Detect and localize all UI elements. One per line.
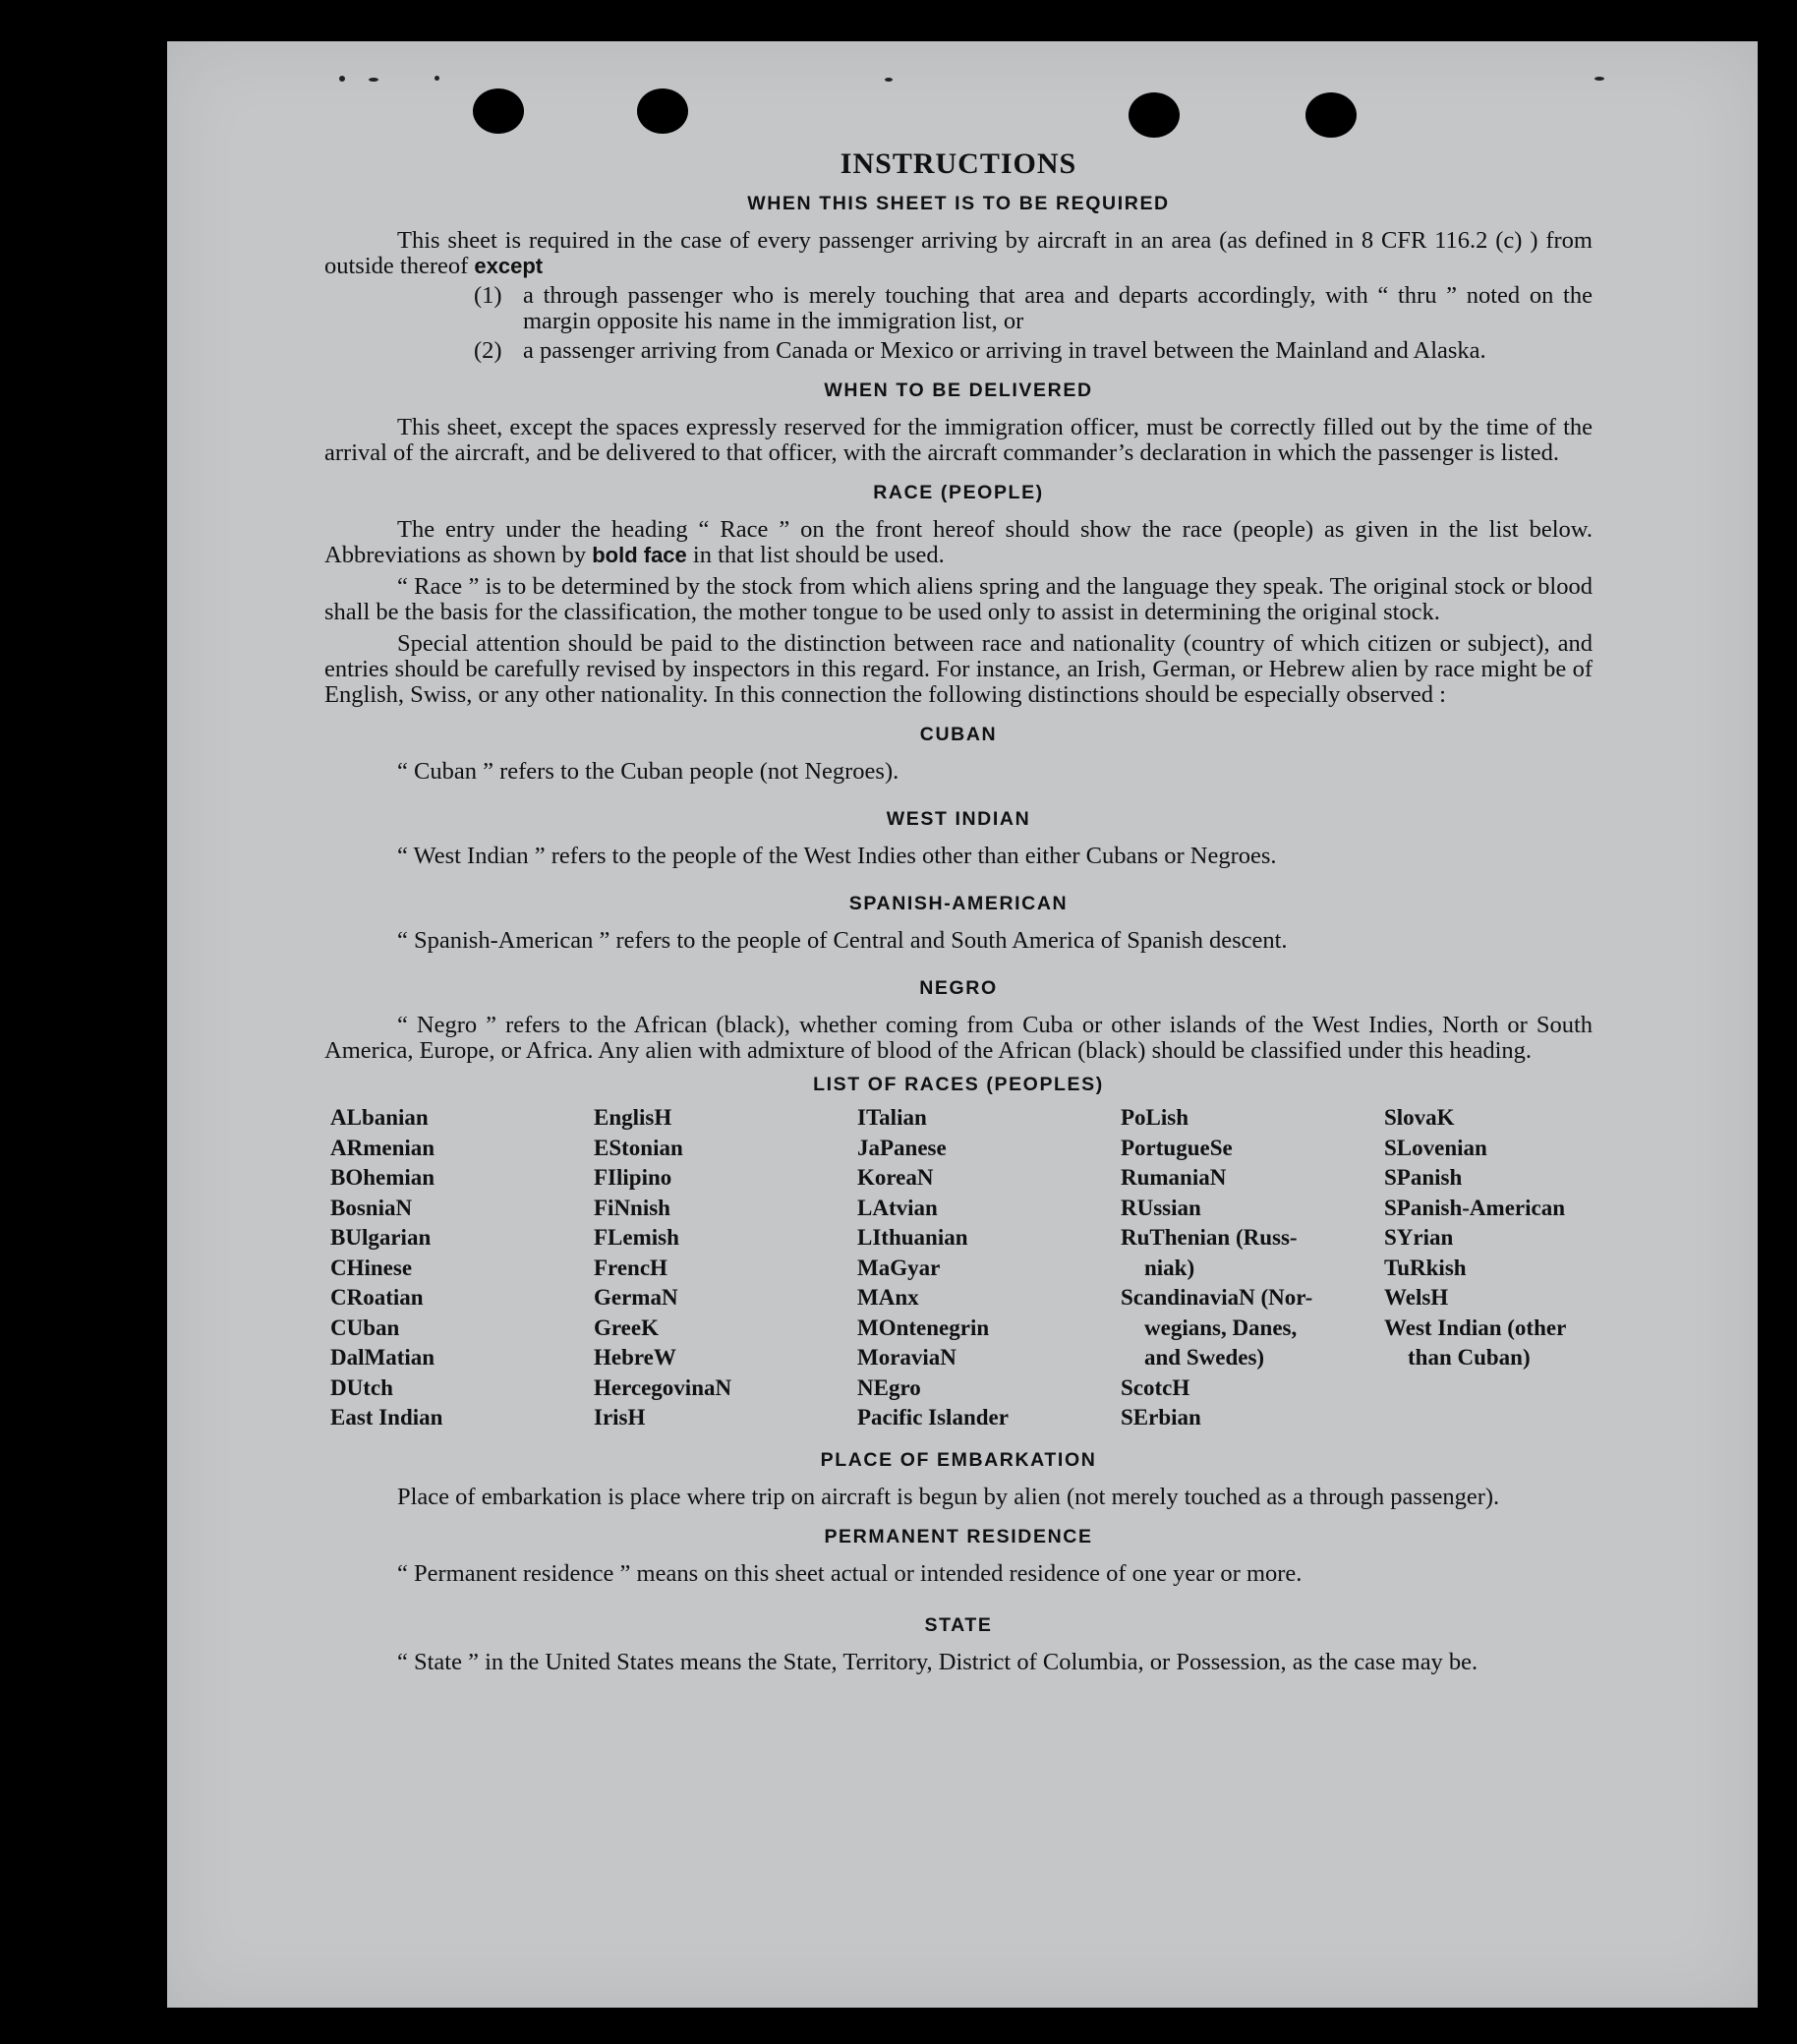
race-item-continuation: wegians, Danes, <box>1144 1314 1298 1340</box>
paragraph-permanent-residence: “ Permanent residence ” means on this sheet actual or intended residence of one year or more. <box>397 1559 1303 1587</box>
page-title: INSTRUCTIONS <box>840 147 1077 180</box>
section-heading-cuban: CUBAN <box>919 724 998 745</box>
section-heading-negro: NEGRO <box>919 977 998 999</box>
document-sheet <box>167 41 1758 2008</box>
race-item: SYrian <box>1384 1225 1454 1250</box>
race-item-continuation: than Cuban) <box>1408 1345 1531 1370</box>
punch-hole <box>1129 92 1180 138</box>
condition-text: a passenger arriving from Canada or Mexico or arriving in travel between the Mainland and Alaska. <box>523 337 1486 364</box>
race-item: SPanish <box>1384 1165 1463 1190</box>
paragraph-text: in that list should be used. <box>692 542 945 568</box>
section-heading-race: RACE (PEOPLE) <box>873 482 1044 503</box>
race-item: RUssian <box>1121 1195 1201 1220</box>
race-column-2 <box>594 1103 857 1433</box>
punch-hole <box>637 88 688 134</box>
race-list <box>324 1103 1593 1433</box>
race-item: KoreaN <box>857 1165 934 1190</box>
paragraph-west-indian: “ West Indian ” refers to the people of the West Indies other than either Cubans or Negroes. <box>397 843 1277 869</box>
race-item: SLovenian <box>1384 1135 1487 1160</box>
race-item: BUlgarian <box>330 1225 432 1250</box>
race-item: MaGyar <box>857 1255 941 1280</box>
punch-hole <box>1305 92 1357 138</box>
race-item: DalMatian <box>330 1345 435 1370</box>
race-item: NEgro <box>857 1374 921 1400</box>
race-item: HebreW <box>594 1345 676 1370</box>
race-item: ScotcH <box>1121 1374 1190 1400</box>
race-item: ScandinaviaN (Nor- <box>1121 1285 1313 1310</box>
section-heading-list-of-races: LIST OF RACES (PEOPLES) <box>813 1074 1104 1095</box>
paragraph-spanish-american: “ Spanish-American ” refers to the people of Central and South America of Spanish descent. <box>397 927 1288 954</box>
condition-number: (1) <box>474 282 502 309</box>
condition-item-2 <box>474 338 1593 364</box>
race-item: ARmenian <box>330 1135 435 1160</box>
section-heading-delivered: WHEN TO BE DELIVERED <box>824 380 1093 401</box>
section-heading-west-indian: WEST INDIAN <box>886 808 1031 830</box>
race-item: CHinese <box>330 1255 413 1280</box>
race-column-5 <box>1384 1103 1598 1433</box>
paragraph-text: The entry under the heading “ Race ” on the front hereof should show the race (people) as given in the list below. Abbreviations as shown by <box>324 516 1593 568</box>
race-item-continuation: and Swedes) <box>1144 1345 1265 1370</box>
race-item: SPanish-American <box>1384 1195 1565 1220</box>
race-item: RuThenian (Russ- <box>1121 1225 1298 1250</box>
keyword-except: except <box>474 254 544 278</box>
race-item: RumaniaN <box>1121 1165 1227 1190</box>
keyword-bold-face: bold face <box>592 543 687 567</box>
scan-speck <box>1594 77 1604 81</box>
section-heading-permanent-residence: PERMANENT RESIDENCE <box>824 1525 1093 1548</box>
race-item: SErbian <box>1121 1405 1201 1430</box>
paragraph-state: “ State ” in the United States means the State, Territory, District of Columbia, or Possession, as the case may be. <box>397 1648 1478 1675</box>
race-item: FiNnish <box>594 1195 670 1220</box>
race-item: BosniaN <box>330 1195 413 1220</box>
condition-text: a through passenger who is merely touching that area and departs accordingly, with “ thru ” noted on the margin opposite his name in the immigration list, or <box>523 282 1593 334</box>
paragraph-required <box>324 228 1593 279</box>
race-item: GreeK <box>594 1314 659 1340</box>
paragraph-embarkation: Place of embarkation is place where trip on aircraft is begun by alien (not merely touched as a through passenger). <box>397 1483 1500 1510</box>
paragraph-delivered: This sheet, except the spaces expressly reserved for the immigration officer, must be correctly filled out by the time of the arrival of the aircraft, and be delivered to that officer, with the aircraft commander’s declaration in which the passenger is listed. <box>324 414 1593 466</box>
scan-speck <box>369 78 378 82</box>
race-item: MoraviaN <box>857 1345 956 1370</box>
race-item: CRoatian <box>330 1285 424 1310</box>
race-column-4 <box>1121 1103 1384 1433</box>
race-item: FLemish <box>594 1225 679 1250</box>
race-item: PortugueSe <box>1121 1135 1233 1160</box>
scan-speck <box>339 76 345 82</box>
race-item: MAnx <box>857 1285 919 1310</box>
race-item: East Indian <box>330 1405 443 1430</box>
race-item: BOhemian <box>330 1165 435 1190</box>
race-item: JaPanese <box>857 1135 947 1160</box>
race-item: West Indian (other <box>1384 1314 1567 1340</box>
race-column-3 <box>857 1103 1121 1433</box>
section-heading-embarkation: PLACE OF EMBARKATION <box>820 1448 1097 1471</box>
race-item: WelsH <box>1384 1285 1449 1310</box>
race-item-continuation: niak) <box>1144 1255 1195 1280</box>
condition-item-1 <box>474 283 1593 334</box>
scan-speck <box>435 76 439 81</box>
race-item: ITalian <box>857 1105 927 1130</box>
race-item: ALbanian <box>330 1105 429 1130</box>
race-item: SlovaK <box>1384 1105 1455 1130</box>
paragraph-race-2: “ Race ” is to be determined by the stock from which aliens spring and the language they speak. The original stock or blood shall be the basis for the classification, the mother tongue to be used only to assist in determining the original stock. <box>324 573 1593 625</box>
race-item: FIlipino <box>594 1165 672 1190</box>
race-item: EnglisH <box>594 1105 672 1130</box>
section-heading-required: WHEN THIS SHEET IS TO BE REQUIRED <box>747 193 1170 214</box>
section-heading-state: STATE <box>924 1613 993 1636</box>
race-item: DUtch <box>330 1374 393 1400</box>
race-item: Pacific Islander <box>857 1405 1009 1430</box>
race-item: LIthuanian <box>857 1225 968 1250</box>
race-item: MOntenegrin <box>857 1314 990 1340</box>
instructions-content <box>324 147 1593 1675</box>
race-item: HercegovinaN <box>594 1374 732 1400</box>
race-item: PoLish <box>1121 1105 1189 1130</box>
race-item: EStonian <box>594 1135 683 1160</box>
race-item: GermaN <box>594 1285 678 1310</box>
paragraph-cuban: “ Cuban ” refers to the Cuban people (not Negroes). <box>397 758 899 785</box>
race-item: FrencH <box>594 1255 667 1280</box>
race-item: IrisH <box>594 1405 646 1430</box>
punch-hole <box>473 88 524 134</box>
race-item: CUban <box>330 1314 400 1340</box>
paragraph-text: This sheet is required in the case of every passenger arriving by aircraft in an area (as defined in 8 CFR 116.2 (c) ) from outside thereof <box>324 227 1593 279</box>
race-item: LAtvian <box>857 1195 938 1220</box>
section-heading-spanish-american: SPANISH-AMERICAN <box>848 893 1069 914</box>
paragraph-negro: “ Negro ” refers to the African (black), whether coming from Cuba or other islands of the West Indies, North or South America, Europe, or Africa. Any alien with admixture of blood of the African (black) should be classified under this heading. <box>324 1012 1593 1064</box>
scan-speck <box>885 78 893 82</box>
race-column-1 <box>330 1103 594 1433</box>
paragraph-race-1 <box>324 517 1593 568</box>
paragraph-race-3: Special attention should be paid to the distinction between race and nationality (country of which citizen or subject), and entries should be carefully revised by inspectors in this regard. For instance, an Irish, German, or Hebrew alien by race might be of English, Swiss, or any other nationality. In this connection the following distinctions should be especially observed : <box>324 630 1593 708</box>
race-item: TuRkish <box>1384 1255 1467 1280</box>
condition-number: (2) <box>474 337 502 364</box>
